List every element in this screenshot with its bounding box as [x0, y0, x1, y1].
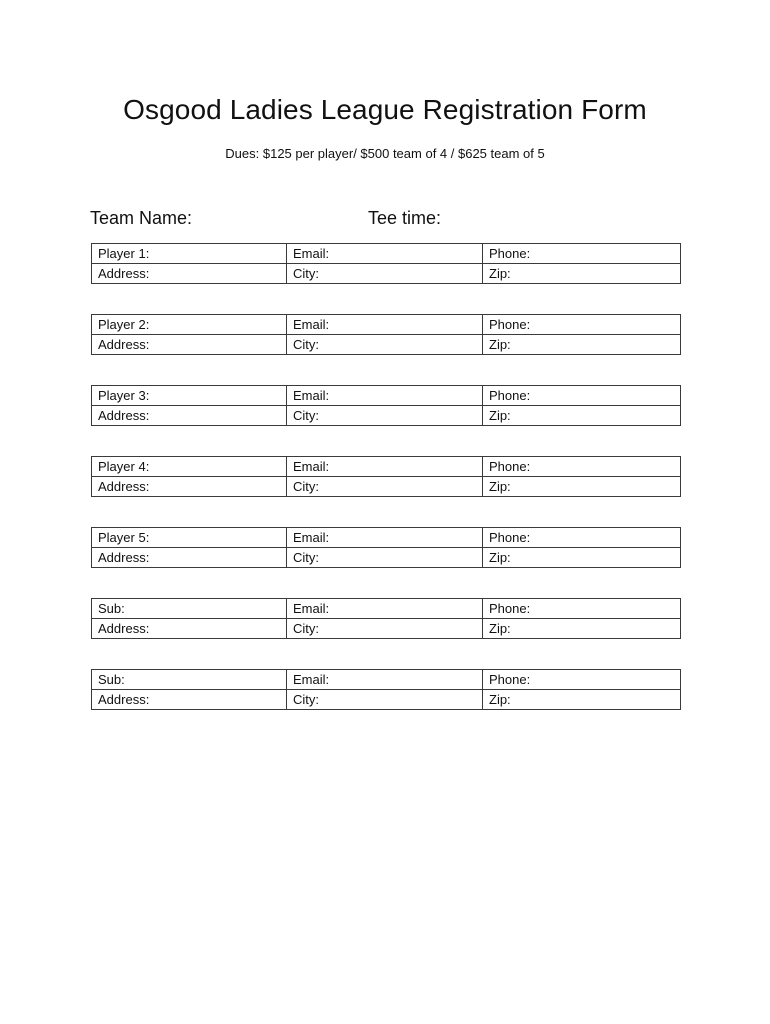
- dues-info: Dues: $125 per player/ $500 team of 4 / $625 team of 5: [225, 146, 545, 161]
- city-field[interactable]: City:: [287, 406, 483, 426]
- player-name-field[interactable]: Player 2:: [92, 315, 287, 335]
- player-table-2: [91, 314, 681, 355]
- email-field[interactable]: Email:: [287, 528, 483, 548]
- player-table-4: [91, 456, 681, 497]
- table-row: [92, 690, 681, 710]
- player-table-1: [91, 243, 681, 284]
- address-field[interactable]: Address:: [92, 477, 287, 497]
- zip-field[interactable]: Zip:: [483, 690, 681, 710]
- email-field[interactable]: Email:: [287, 457, 483, 477]
- city-field[interactable]: City:: [287, 264, 483, 284]
- email-field[interactable]: Email:: [287, 244, 483, 264]
- address-field[interactable]: Address:: [92, 548, 287, 568]
- table-row: [92, 335, 681, 355]
- city-field[interactable]: City:: [287, 690, 483, 710]
- city-field[interactable]: City:: [287, 548, 483, 568]
- zip-field[interactable]: Zip:: [483, 548, 681, 568]
- table-row: [92, 548, 681, 568]
- player-name-field[interactable]: Player 5:: [92, 528, 287, 548]
- form-title: Osgood Ladies League Registration Form: [123, 94, 647, 125]
- table-row: [92, 315, 681, 335]
- table-row: [92, 406, 681, 426]
- player-table-5: [91, 527, 681, 568]
- table-row: [92, 457, 681, 477]
- phone-field[interactable]: Phone:: [483, 315, 681, 335]
- email-field[interactable]: Email:: [287, 670, 483, 690]
- sub-table-2: [91, 669, 681, 710]
- phone-field[interactable]: Phone:: [483, 670, 681, 690]
- address-field[interactable]: Address:: [92, 690, 287, 710]
- table-row: [92, 528, 681, 548]
- address-field[interactable]: Address:: [92, 406, 287, 426]
- player-table-3: [91, 385, 681, 426]
- table-row: [92, 244, 681, 264]
- table-row: [92, 477, 681, 497]
- address-field[interactable]: Address:: [92, 264, 287, 284]
- phone-field[interactable]: Phone:: [483, 528, 681, 548]
- table-row: [92, 670, 681, 690]
- player-tables: [91, 243, 680, 740]
- phone-field[interactable]: Phone:: [483, 457, 681, 477]
- phone-field[interactable]: Phone:: [483, 244, 681, 264]
- city-field[interactable]: City:: [287, 477, 483, 497]
- table-row: [92, 264, 681, 284]
- zip-field[interactable]: Zip:: [483, 619, 681, 639]
- sub-table-1: [91, 598, 681, 639]
- email-field[interactable]: Email:: [287, 386, 483, 406]
- sub-name-field[interactable]: Sub:: [92, 599, 287, 619]
- zip-field[interactable]: Zip:: [483, 335, 681, 355]
- email-field[interactable]: Email:: [287, 315, 483, 335]
- address-field[interactable]: Address:: [92, 619, 287, 639]
- email-field[interactable]: Email:: [287, 599, 483, 619]
- city-field[interactable]: City:: [287, 335, 483, 355]
- player-name-field[interactable]: Player 4:: [92, 457, 287, 477]
- team-name-label: Team Name:: [90, 208, 193, 228]
- table-row: [92, 599, 681, 619]
- tee-time-label: Tee time:: [368, 208, 442, 228]
- sub-name-field[interactable]: Sub:: [92, 670, 287, 690]
- zip-field[interactable]: Zip:: [483, 264, 681, 284]
- zip-field[interactable]: Zip:: [483, 406, 681, 426]
- city-field[interactable]: City:: [287, 619, 483, 639]
- phone-field[interactable]: Phone:: [483, 599, 681, 619]
- zip-field[interactable]: Zip:: [483, 477, 681, 497]
- player-name-field[interactable]: Player 3:: [92, 386, 287, 406]
- phone-field[interactable]: Phone:: [483, 386, 681, 406]
- table-row: [92, 619, 681, 639]
- table-row: [92, 386, 681, 406]
- player-name-field[interactable]: Player 1:: [92, 244, 287, 264]
- address-field[interactable]: Address:: [92, 335, 287, 355]
